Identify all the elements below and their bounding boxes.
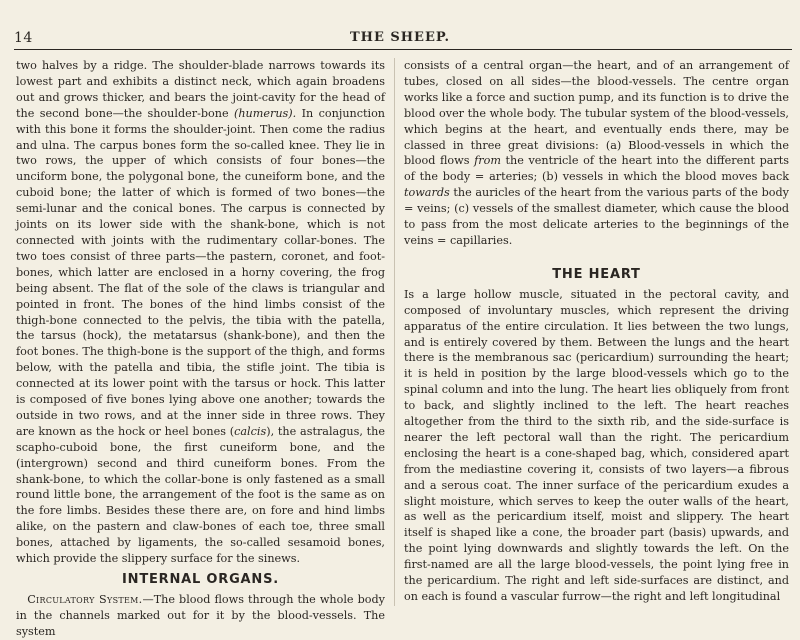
text-run: two halves by a ridge. The shoulder-blade narrows towards its lowest part and exhibits a distinct neck, which again broadens out and grows thicker, and bears the joint-cavity for the head of the second bone—the shoulder-bone bbox=[16, 59, 385, 120]
italic-term-from: from bbox=[474, 154, 501, 168]
text-run: the auricles of the heart from the various parts of the body = veins; (c) vessels of the smallest diameter, which cause the blood to pass from the most delicate arteries to the beginnings of the veins = capillaries. bbox=[404, 186, 789, 247]
text-run: consists of a central organ—the heart, and of an arrangement of tubes, closed on all sides—the blood-vessels. The centre organ works like a force and suction pump, and its function is to drive the blood over the whole body. The tubular system of the blood-vessels, which begins at the heart, and eventually ends there, may be classed in three great divisions: (a) Blood-vessels in which the blood flows bbox=[404, 59, 789, 168]
header-rule bbox=[14, 49, 792, 50]
left-column bbox=[16, 58, 385, 640]
text-run: In conjunction with this bone it forms the shoulder-joint. Then come the radius and ulna. The carpus bones form the so-called knee. They lie in two rows, the upper of which consists of four bones—the unciform bone, the polygonal bone, the cuneiform bone, and the cuboid bone; the latter of which is formed of two bones—the semi-lunar and the conical bones. The carpus is connected by joints on its lower side with the shank-bone, which is not connected with joints with the rudimentary collar-bones. The two toes consist of three parts—the pastern, coronet, and foot-bones, which latter are enclosed in a horny covering, the frog being absent. The flat of the sole of the claws is triangular and pointed in front. The bones of the hind limbs consist of the thigh-bone connected to the pelvis, the tibia with the patella, the tarsus (hock), the metatarsus (shank-bone), and then the foot bones. The thigh-bone is the support of the thigh, and forms below, with the patella and tibia, the stifle joint. The tibia is connected at its lower point with the tarsus or hock. This latter is composed of five bones lying above one another; towards the outside in two rows, and at the inner side in three rows. They are known as the hock or heel bones ( bbox=[16, 106, 386, 438]
right-paragraph-1 bbox=[404, 58, 789, 249]
text-run: —The blood flows through the whole body in the channels marked out for it by the blood-vessels. The system bbox=[16, 592, 385, 638]
right-column bbox=[404, 58, 789, 605]
column-gutter bbox=[394, 58, 395, 606]
subheading-circulatory-system: Circulatory System. bbox=[27, 592, 143, 606]
page-number: 14 bbox=[14, 30, 33, 46]
italic-term-humerus: (humerus). bbox=[233, 106, 297, 120]
text-run: ), the astralagus, the scapho-cuboid bone, the first cuneiform bone, and the (intergrown) second and third cuneiform bones. From the shank-bone, to which the collar-bone is only fastened as a small round little bone, the arrangement of the foot is the same as on the fore limbs. Besides these there are, on fore and hind limbs alike, on the pastern and claw-bones of each toe, three small bones, attached by ligaments, the so-called sesamoid bones, which provide the slippery surface for the sinews. bbox=[16, 424, 385, 566]
section-heading-the-heart: THE HEART bbox=[552, 266, 641, 282]
section-heading-internal-organs: INTERNAL ORGANS. bbox=[122, 572, 279, 587]
text-run: the ventricle of the heart into the different parts of the body = arteries; (b) vessels in which the blood moves back bbox=[404, 154, 789, 184]
running-title: THE SHEEP. bbox=[349, 30, 451, 45]
italic-term-towards: towards bbox=[404, 186, 450, 200]
left-paragraph-2 bbox=[16, 592, 385, 640]
italic-term-calcis: calcis bbox=[234, 424, 267, 438]
right-paragraph-2: Is a large hollow muscle, situated in the pectoral cavity, and composed of involuntary muscles, which represent the driving apparatus of the entire circulation. It lies between the two lungs, and is entirely covered by them. Between the lungs and the heart there is the membranous sac (pericardium) surrounding the heart; it is held in position by the large blood-vessels which go to the spinal column and into the lung. The heart lies obliquely from front to back, and slightly inclined to the left. The heart reaches altogether from the third to the sixth rib, and the side-surface is nearer the left pectoral wall than the right. The pericardium enclosing the heart is a cone-shaped bag, which, considered apart from the mediastine covering it, consists of two layers—a fibrous and a serous coat. The inner surface of the pericardium exudes a slight moisture, which serves to keep the outer walls of the heart, as well as the pericardium itself, moist and slippery. The heart itself is shaped like a cone, the broader part (basis) upwards, and the point lying downwards and slightly towards the left. On the first-named are all the large blood-vessels, the point lying free in the pericardium. The right and left side-surfaces are distinct, and on each is found a vascular furrow—the right and left longitudinal bbox=[404, 287, 789, 603]
left-paragraph-1 bbox=[16, 58, 385, 567]
